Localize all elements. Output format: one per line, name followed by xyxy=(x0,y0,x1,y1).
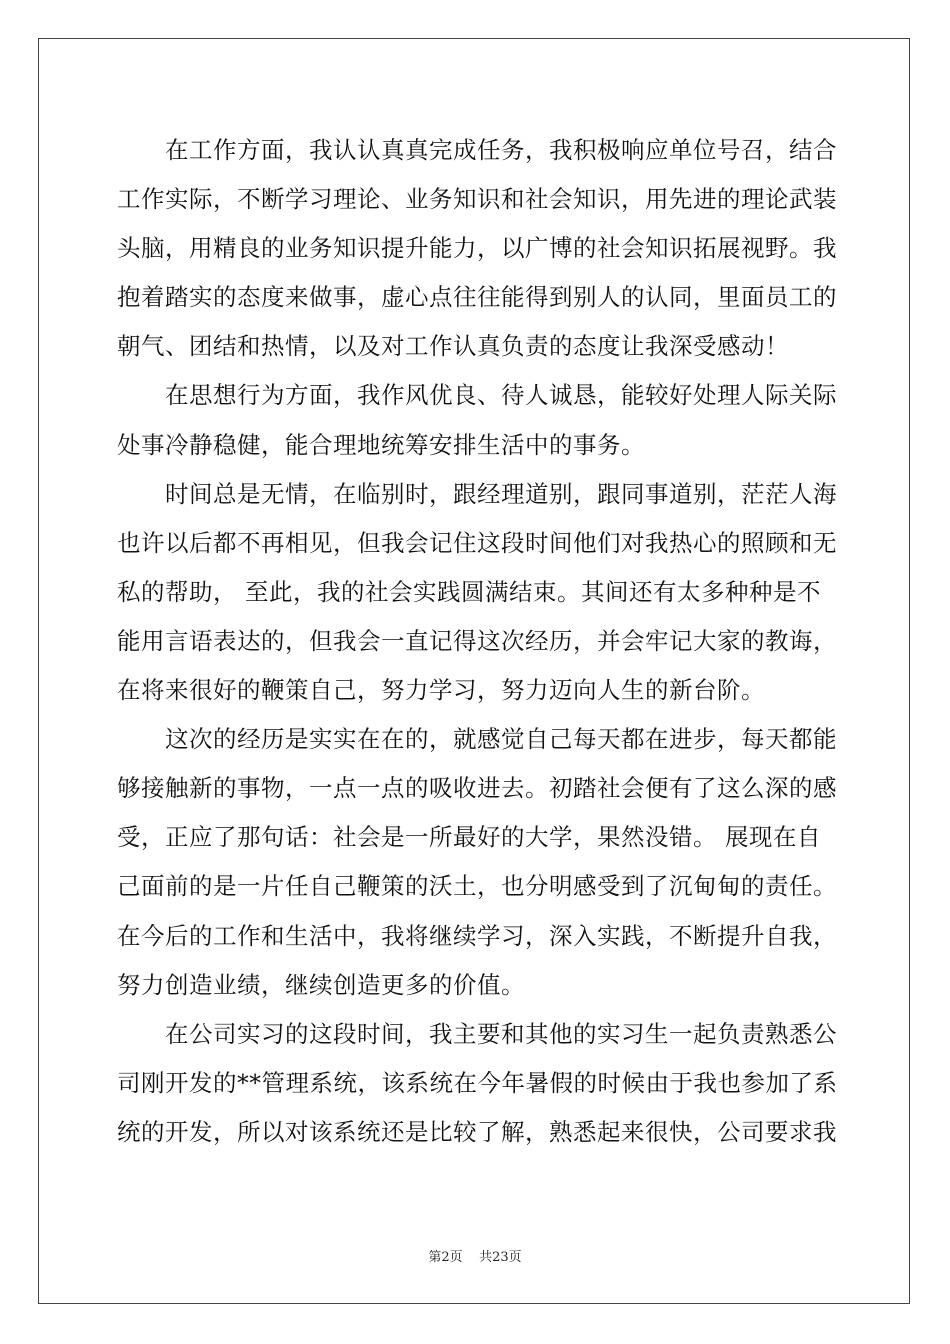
paragraph-line: 在将来很好的鞭策自己，努力学习，努力迈向人生的新台阶。 xyxy=(117,676,765,705)
paragraph-line: 这次的经历是实实在在的，就感觉自己每天都在进步，每天都能 xyxy=(165,725,837,754)
paragraph-line: 努力创造业绩，继续创造更多的价值。 xyxy=(117,970,525,999)
paragraph xyxy=(117,715,837,1010)
paragraph-line: 在今后的工作和生活中，我将继续学习，深入实践，不断提升自我， xyxy=(117,921,837,950)
page-footer xyxy=(0,1246,950,1265)
paragraph-line: 在工作方面，我认认真真完成任务，我积极响应单位号召，结合 xyxy=(165,136,837,164)
paragraph-line: 处事冷静稳健，能合理地统筹安排生活中的事务。 xyxy=(117,430,645,459)
paragraph-line: 抱着踏实的态度来做事，虚心点往往能得到别人的认同，里面员工的 xyxy=(117,283,837,312)
paragraph-line: 私的帮助， 至此，我的社会实践圆满结束。其间还有太多种种是不 xyxy=(117,577,821,606)
paragraph-line: 头脑，用精良的业务知识提升能力，以广博的社会知识拓展视野。我 xyxy=(117,234,837,263)
paragraph-line: 司刚开发的**管理系统，该系统在今年暑假的时候由于我也参加了系 xyxy=(117,1068,838,1097)
paragraph-line: 朝气、团结和热情，以及对工作认真负责的态度让我深受感动！ xyxy=(117,332,789,361)
paragraph-line: 时间总是无情，在临别时，跟经理道别，跟同事道别，茫茫人海 xyxy=(165,479,837,508)
paragraph-line: 受，正应了那句话：社会是一所最好的大学，果然没错。 展现在自 xyxy=(117,823,821,852)
paragraph-line: 能用言语表达的，但我会一直记得这次经历，并会牢记大家的教诲， xyxy=(117,626,837,655)
paragraph-line: 在公司实习的这段时间，我主要和其他的实习生一起负责熟悉公 xyxy=(165,1019,837,1048)
paragraph xyxy=(117,1010,837,1157)
document-body xyxy=(117,126,837,1157)
paragraph xyxy=(117,470,837,715)
paragraph xyxy=(117,126,837,371)
paragraph xyxy=(117,371,837,469)
page-total: 共23页 xyxy=(479,1250,522,1265)
paragraph-line: 己面前的是一片任自己鞭策的沃土，也分明感受到了沉甸甸的责任。 xyxy=(117,872,837,901)
paragraph-line: 工作实际，不断学习理论、业务知识和社会知识，用先进的理论武装 xyxy=(117,185,837,214)
paragraph-line: 也许以后都不再相见，但我会记住这段时间他们对我热心的照顾和无 xyxy=(117,528,837,557)
page-number: 第2页 xyxy=(428,1250,463,1265)
paragraph-line: 够接触新的事物，一点一点的吸收进去。初踏社会便有了这么深的感 xyxy=(117,774,837,803)
paragraph-line: 统的开发，所以对该系统还是比较了解，熟悉起来很快，公司要求我 xyxy=(117,1117,837,1146)
paragraph-line: 在思想行为方面，我作风优良、待人诚恳，能较好处理人际关际 xyxy=(165,381,837,410)
